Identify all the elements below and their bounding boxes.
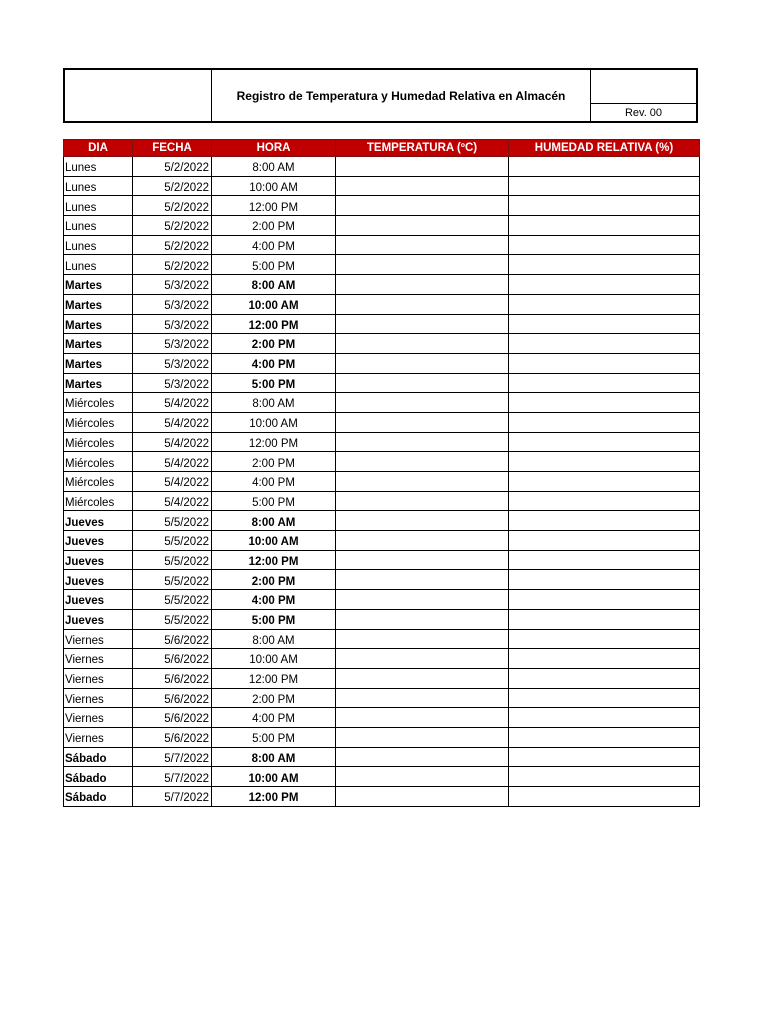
cell-temperatura[interactable]: [336, 531, 509, 551]
cell-temperatura[interactable]: [336, 472, 509, 492]
cell-humedad[interactable]: [509, 570, 700, 590]
table-row: [64, 176, 700, 196]
document-title: Registro de Temperatura y Humedad Relativa en Almacén: [212, 70, 591, 121]
table-row: [64, 314, 700, 334]
cell-fecha: 5/5/2022: [133, 570, 212, 590]
cell-fecha: 5/6/2022: [133, 708, 212, 728]
table-row: [64, 668, 700, 688]
table-row: [64, 787, 700, 807]
cell-fecha: 5/6/2022: [133, 727, 212, 747]
cell-hora: 10:00 AM: [212, 176, 336, 196]
cell-hora: 8:00 AM: [212, 275, 336, 295]
cell-fecha: 5/6/2022: [133, 668, 212, 688]
cell-temperatura[interactable]: [336, 491, 509, 511]
cell-humedad[interactable]: [509, 511, 700, 531]
cell-humedad[interactable]: [509, 629, 700, 649]
table-row: [64, 393, 700, 413]
cell-temperatura[interactable]: [336, 373, 509, 393]
table-row: [64, 767, 700, 787]
cell-temperatura[interactable]: [336, 275, 509, 295]
cell-humedad[interactable]: [509, 314, 700, 334]
cell-humedad[interactable]: [509, 550, 700, 570]
cell-temperatura[interactable]: [336, 767, 509, 787]
cell-fecha: 5/2/2022: [133, 157, 212, 177]
cell-dia: Lunes: [64, 157, 133, 177]
cell-humedad[interactable]: [509, 275, 700, 295]
cell-humedad[interactable]: [509, 590, 700, 610]
cell-fecha: 5/5/2022: [133, 531, 212, 551]
cell-humedad[interactable]: [509, 688, 700, 708]
cell-dia: Miércoles: [64, 452, 133, 472]
table-row: [64, 550, 700, 570]
table-header-row: [64, 140, 700, 157]
cell-dia: Sábado: [64, 747, 133, 767]
record-table: [63, 139, 700, 807]
cell-humedad[interactable]: [509, 452, 700, 472]
table-row: [64, 196, 700, 216]
cell-temperatura[interactable]: [336, 649, 509, 669]
table-row: [64, 472, 700, 492]
cell-fecha: 5/3/2022: [133, 294, 212, 314]
cell-fecha: 5/2/2022: [133, 255, 212, 275]
cell-fecha: 5/5/2022: [133, 511, 212, 531]
cell-fecha: 5/3/2022: [133, 334, 212, 354]
cell-hora: 5:00 PM: [212, 727, 336, 747]
cell-temperatura[interactable]: [336, 570, 509, 590]
cell-hora: 5:00 PM: [212, 609, 336, 629]
cell-dia: Jueves: [64, 550, 133, 570]
cell-humedad[interactable]: [509, 767, 700, 787]
table-row: [64, 294, 700, 314]
cell-dia: Miércoles: [64, 412, 133, 432]
cell-temperatura[interactable]: [336, 511, 509, 531]
cell-hora: 12:00 PM: [212, 196, 336, 216]
document-header: [63, 68, 698, 123]
cell-fecha: 5/6/2022: [133, 649, 212, 669]
table-row: [64, 590, 700, 610]
cell-dia: Miércoles: [64, 393, 133, 413]
cell-dia: Jueves: [64, 590, 133, 610]
cell-dia: Miércoles: [64, 491, 133, 511]
cell-dia: Martes: [64, 373, 133, 393]
cell-hora: 5:00 PM: [212, 373, 336, 393]
cell-hora: 12:00 PM: [212, 787, 336, 807]
cell-temperatura[interactable]: [336, 176, 509, 196]
cell-fecha: 5/3/2022: [133, 353, 212, 373]
cell-hora: 10:00 AM: [212, 767, 336, 787]
cell-hora: 4:00 PM: [212, 590, 336, 610]
revision-label: Rev. 00: [624, 106, 663, 119]
table-row: [64, 157, 700, 177]
cell-dia: Jueves: [64, 531, 133, 551]
cell-temperatura[interactable]: [336, 668, 509, 688]
cell-temperatura[interactable]: [336, 314, 509, 334]
cell-fecha: 5/3/2022: [133, 275, 212, 295]
cell-humedad[interactable]: [509, 235, 700, 255]
cell-temperatura[interactable]: [336, 196, 509, 216]
cell-hora: 10:00 AM: [212, 531, 336, 551]
table-row: [64, 491, 700, 511]
cell-fecha: 5/2/2022: [133, 176, 212, 196]
cell-temperatura[interactable]: [336, 787, 509, 807]
cell-hora: 2:00 PM: [212, 334, 336, 354]
cell-temperatura[interactable]: [336, 452, 509, 472]
table-row: [64, 727, 700, 747]
cell-dia: Jueves: [64, 511, 133, 531]
cell-humedad[interactable]: [509, 531, 700, 551]
cell-hora: 2:00 PM: [212, 216, 336, 236]
cell-fecha: 5/3/2022: [133, 373, 212, 393]
column-header-hora: HORA: [212, 140, 336, 157]
cell-hora: 4:00 PM: [212, 472, 336, 492]
cell-temperatura[interactable]: [336, 708, 509, 728]
cell-hora: 12:00 PM: [212, 550, 336, 570]
cell-temperatura[interactable]: [336, 432, 509, 452]
cell-hora: 5:00 PM: [212, 491, 336, 511]
column-header-fecha: FECHA: [133, 140, 212, 157]
table-row: [64, 334, 700, 354]
cell-temperatura[interactable]: [336, 590, 509, 610]
cell-dia: Lunes: [64, 255, 133, 275]
cell-temperatura[interactable]: [336, 157, 509, 177]
cell-dia: Jueves: [64, 609, 133, 629]
cell-temperatura[interactable]: [336, 235, 509, 255]
table-row: [64, 432, 700, 452]
cell-humedad[interactable]: [509, 412, 700, 432]
cell-fecha: 5/5/2022: [133, 590, 212, 610]
cell-dia: Sábado: [64, 767, 133, 787]
cell-fecha: 5/2/2022: [133, 216, 212, 236]
cell-fecha: 5/2/2022: [133, 196, 212, 216]
cell-dia: Martes: [64, 294, 133, 314]
cell-fecha: 5/2/2022: [133, 235, 212, 255]
table-row: [64, 570, 700, 590]
column-header-humedad: HUMEDAD RELATIVA (%): [509, 140, 700, 157]
cell-dia: Martes: [64, 353, 133, 373]
cell-humedad[interactable]: [509, 609, 700, 629]
table-row: [64, 235, 700, 255]
cell-temperatura[interactable]: [336, 629, 509, 649]
cell-dia: Jueves: [64, 570, 133, 590]
cell-dia: Miércoles: [64, 432, 133, 452]
cell-fecha: 5/7/2022: [133, 747, 212, 767]
cell-dia: Viernes: [64, 688, 133, 708]
cell-hora: 10:00 AM: [212, 649, 336, 669]
cell-humedad[interactable]: [509, 668, 700, 688]
cell-humedad[interactable]: [509, 491, 700, 511]
cell-humedad[interactable]: [509, 255, 700, 275]
table-row: [64, 275, 700, 295]
cell-humedad[interactable]: [509, 294, 700, 314]
logo-cell: [65, 70, 212, 121]
cell-temperatura[interactable]: [336, 334, 509, 354]
cell-dia: Lunes: [64, 216, 133, 236]
cell-dia: Sábado: [64, 787, 133, 807]
cell-dia: Miércoles: [64, 472, 133, 492]
cell-temperatura[interactable]: [336, 353, 509, 373]
cell-fecha: 5/6/2022: [133, 629, 212, 649]
cell-temperatura[interactable]: [336, 550, 509, 570]
cell-dia: Martes: [64, 334, 133, 354]
table-row: [64, 511, 700, 531]
revision-top-cell: [591, 70, 696, 104]
cell-humedad[interactable]: [509, 727, 700, 747]
cell-hora: 8:00 AM: [212, 629, 336, 649]
cell-humedad[interactable]: [509, 353, 700, 373]
table-row: [64, 373, 700, 393]
cell-fecha: 5/4/2022: [133, 393, 212, 413]
cell-humedad[interactable]: [509, 747, 700, 767]
cell-hora: 5:00 PM: [212, 255, 336, 275]
cell-dia: Viernes: [64, 708, 133, 728]
table-row: [64, 412, 700, 432]
cell-fecha: 5/5/2022: [133, 609, 212, 629]
cell-temperatura[interactable]: [336, 688, 509, 708]
cell-dia: Viernes: [64, 668, 133, 688]
table-row: [64, 688, 700, 708]
cell-fecha: 5/4/2022: [133, 452, 212, 472]
cell-humedad[interactable]: [509, 393, 700, 413]
cell-dia: Viernes: [64, 727, 133, 747]
cell-fecha: 5/3/2022: [133, 314, 212, 334]
cell-hora: 4:00 PM: [212, 708, 336, 728]
cell-temperatura[interactable]: [336, 294, 509, 314]
table-row: [64, 255, 700, 275]
cell-humedad[interactable]: [509, 432, 700, 452]
table-row: [64, 708, 700, 728]
table-body: [64, 157, 700, 807]
cell-humedad[interactable]: [509, 157, 700, 177]
table-row: [64, 452, 700, 472]
cell-hora: 8:00 AM: [212, 511, 336, 531]
cell-humedad[interactable]: [509, 787, 700, 807]
cell-hora: 8:00 AM: [212, 157, 336, 177]
cell-humedad[interactable]: [509, 373, 700, 393]
cell-humedad[interactable]: [509, 708, 700, 728]
cell-fecha: 5/6/2022: [133, 688, 212, 708]
cell-hora: 12:00 PM: [212, 314, 336, 334]
cell-fecha: 5/4/2022: [133, 472, 212, 492]
cell-hora: 2:00 PM: [212, 688, 336, 708]
table-row: [64, 531, 700, 551]
revision-cell: [591, 70, 696, 121]
cell-dia: Lunes: [64, 196, 133, 216]
cell-dia: Lunes: [64, 176, 133, 196]
column-header-dia: DIA: [64, 140, 133, 157]
cell-temperatura[interactable]: [336, 747, 509, 767]
cell-fecha: 5/7/2022: [133, 767, 212, 787]
cell-fecha: 5/5/2022: [133, 550, 212, 570]
column-header-temperatura: TEMPERATURA (ºC): [336, 140, 509, 157]
cell-hora: 10:00 AM: [212, 412, 336, 432]
cell-hora: 8:00 AM: [212, 747, 336, 767]
cell-hora: 2:00 PM: [212, 570, 336, 590]
cell-hora: 2:00 PM: [212, 452, 336, 472]
table-row: [64, 747, 700, 767]
cell-humedad[interactable]: [509, 472, 700, 492]
cell-hora: 4:00 PM: [212, 353, 336, 373]
table-row: [64, 649, 700, 669]
cell-hora: 10:00 AM: [212, 294, 336, 314]
cell-dia: Lunes: [64, 235, 133, 255]
cell-temperatura[interactable]: [336, 255, 509, 275]
table-row: [64, 216, 700, 236]
cell-fecha: 5/4/2022: [133, 432, 212, 452]
cell-humedad[interactable]: [509, 196, 700, 216]
cell-hora: 12:00 PM: [212, 432, 336, 452]
cell-humedad[interactable]: [509, 649, 700, 669]
table-row: [64, 609, 700, 629]
cell-temperatura[interactable]: [336, 609, 509, 629]
cell-temperatura[interactable]: [336, 393, 509, 413]
cell-hora: 12:00 PM: [212, 668, 336, 688]
cell-temperatura[interactable]: [336, 216, 509, 236]
cell-fecha: 5/4/2022: [133, 491, 212, 511]
cell-hora: 8:00 AM: [212, 393, 336, 413]
cell-dia: Viernes: [64, 649, 133, 669]
cell-fecha: 5/4/2022: [133, 412, 212, 432]
cell-humedad[interactable]: [509, 216, 700, 236]
cell-humedad[interactable]: [509, 176, 700, 196]
cell-dia: Martes: [64, 275, 133, 295]
cell-temperatura[interactable]: [336, 412, 509, 432]
cell-temperatura[interactable]: [336, 727, 509, 747]
cell-hora: 4:00 PM: [212, 235, 336, 255]
cell-dia: Martes: [64, 314, 133, 334]
cell-humedad[interactable]: [509, 334, 700, 354]
cell-fecha: 5/7/2022: [133, 787, 212, 807]
table-row: [64, 629, 700, 649]
table-row: [64, 353, 700, 373]
cell-dia: Viernes: [64, 629, 133, 649]
